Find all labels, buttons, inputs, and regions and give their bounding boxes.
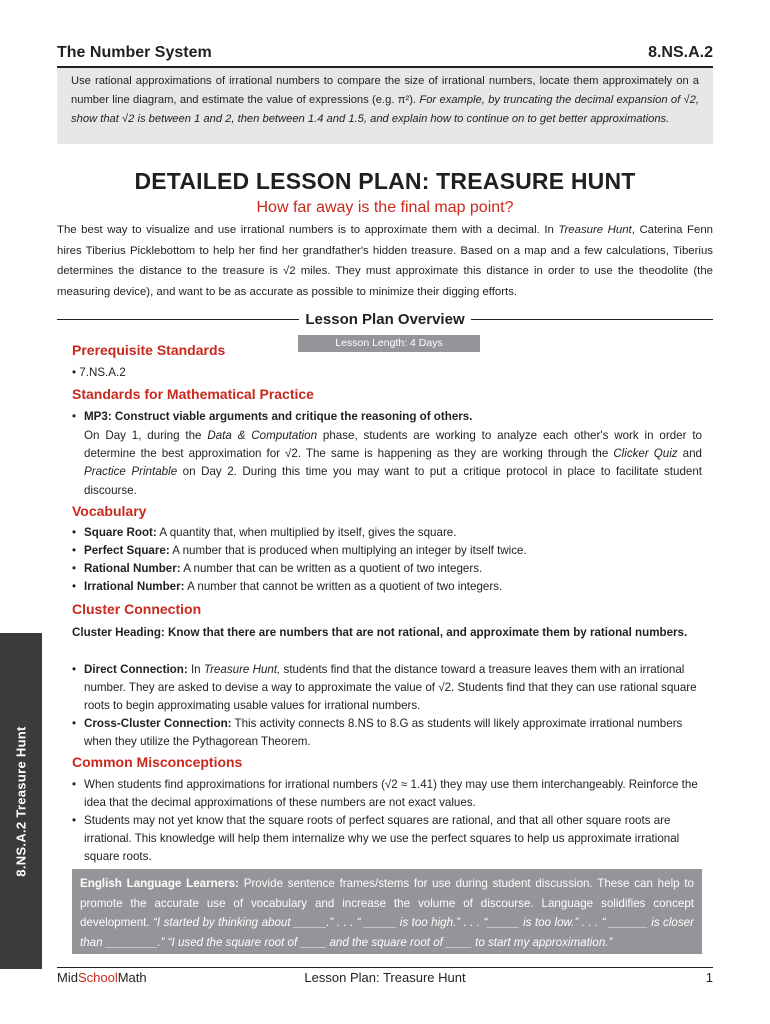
vocab-term: Irrational Number:: [84, 580, 185, 593]
ell-text: Provide sentence frames/stems for use during student discussion. These can help to promote the accurate use of vocabulary and increase the volume of discourse. Language solidifies concept development.: [80, 877, 695, 929]
misconceptions-heading: Common Misconceptions: [72, 754, 243, 770]
direct-connection: [72, 661, 702, 716]
intro-activity-name: Treasure Hunt: [558, 224, 632, 236]
cluster-heading: Cluster Connection: [72, 601, 202, 617]
bullet: •: [72, 778, 77, 791]
vocab-definition: A quantity that, when multiplied by itself, gives the square.: [156, 526, 457, 539]
overview-rule-right: [471, 319, 713, 320]
standard-text: Use rational approximations of irrational numbers to compare the size of irrational numbers, locate them approximately on a number line diagram, and estimate the value of expressions (e.g. π²).: [71, 75, 699, 106]
vocab-item: [72, 542, 702, 560]
overview-heading: [57, 309, 713, 329]
intro-text-1: The best way to visualize and use irrational numbers is to approximate them with a decimal. In: [57, 224, 559, 236]
vocabulary-heading: Vocabulary: [72, 503, 147, 519]
vocab-term: Square Root:: [84, 526, 157, 539]
vocab-term: Rational Number:: [84, 562, 181, 575]
prerequisite-heading: Prerequisite Standards: [72, 342, 226, 358]
practice-clicker: Clicker Quiz: [613, 447, 678, 461]
standard-example: For example, by truncating the decimal expansion of √2, show that √2 is between 1 and 2, then between 1.4 and 1.5, and explain how to continue on to get better approximations.: [71, 94, 699, 125]
practice-printable: Practice Printable: [84, 465, 178, 479]
bullet: •: [72, 410, 77, 423]
cross-cluster-connection: [72, 715, 702, 751]
topic-title: The Number System: [57, 44, 212, 61]
lesson-length-badge: Lesson Length: 4 Days: [298, 335, 480, 352]
bullet: •: [72, 663, 77, 676]
practice-text-3: and: [677, 447, 702, 461]
vocab-item: [72, 524, 702, 542]
practice-phase: Data & Computation: [207, 429, 318, 442]
cluster-heading-text: [72, 624, 702, 642]
ell-callout: [72, 869, 702, 954]
practice-mp3: [72, 408, 702, 426]
logo-math: Math: [117, 970, 147, 985]
bullet: •: [72, 544, 77, 557]
misconception-text: When students find approximations for irrational numbers (√2 ≈ 1.41) they may use them interchangeably. Reinforce the idea that the decimal approximations of these numbers are not exact values.: [84, 778, 698, 810]
vocab-definition: A number that is produced when multiplying an integer by itself twice.: [169, 544, 527, 557]
logo-mid: Mid: [57, 970, 78, 985]
practice-paragraph: [84, 427, 702, 500]
prerequisite-item: • 7.NS.A.2: [72, 366, 126, 379]
side-tab: [0, 633, 42, 969]
misconception-text: Students may not yet know that the square roots of perfect squares are rational, and that all other square roots are irrational. This knowledge will help them internalize why we use the perfect squares to help us approximate irrational square roots.: [84, 814, 680, 864]
header: [57, 44, 713, 62]
bullet: •: [72, 814, 77, 827]
cross-connection-text: This activity connects 8.NS to 8.G as students will likely approximate irrational numbers when they utilize the Pythagorean Theorem.: [84, 717, 683, 749]
bullet: •: [72, 580, 77, 593]
practice-text-4: on Day 2. During this time you may want to put a critique protocol in place to facilitate student discourse.: [84, 465, 703, 497]
side-tab-label: 8.NS.A.2 Treasure Hunt: [13, 725, 29, 877]
practice-text-1: On Day 1, during the: [84, 429, 208, 442]
page-subtitle: How far away is the final map point?: [256, 199, 514, 216]
vocab-item: [72, 578, 702, 596]
misconception-item: [72, 812, 702, 867]
vocab-definition: A number that cannot be written as a quotient of two integers.: [184, 580, 503, 593]
direct-text-1: In: [187, 663, 204, 676]
logo-school: School: [77, 970, 118, 985]
bullet: •: [72, 562, 77, 575]
vocab-item: [72, 560, 702, 578]
standard-description: [57, 68, 713, 144]
misconception-item: [72, 776, 702, 812]
page-title: DETAILED LESSON PLAN: TREASURE HUNT: [134, 168, 636, 194]
overview-rule-left: [57, 319, 299, 320]
cross-connection-label: Cross-Cluster Connection:: [84, 717, 232, 730]
ell-label: English Language Learners:: [80, 877, 239, 890]
vocab-term: Perfect Square:: [84, 544, 170, 557]
standard-code: 8.NS.A.2: [648, 44, 713, 61]
practice-heading: Standards for Mathematical Practice: [72, 386, 314, 402]
direct-text-2: students find that the distance toward a treasure leaves them with an irrational number. They are asked to devise a way to approximate the value of √2. Students find that they can use rational square roots to begin approximating usable values for irrational numbers.: [84, 663, 697, 713]
bullet: •: [72, 526, 77, 539]
mp3-title: MP3: Construct viable arguments and critique the reasoning of others.: [84, 410, 473, 423]
direct-activity: Treasure Hunt,: [203, 663, 281, 676]
direct-connection-label: Direct Connection:: [84, 663, 188, 676]
intro-text-2: , Caterina Fenn hires Tiberius Picklebottom to help her find her grandfather's hidden treasure. Based on a map and a few calculations, Tiberius determines the distance to the treasure is √2 miles. They must approximate this distance in order to use the theodolite (the measuring device), and want to be as accurate as possible to minimize their digging efforts.: [57, 224, 713, 298]
practice-text-2: phase, students are working to analyze each other's work in order to determine the best approximation for √2. The same is happening as they are working through the: [84, 429, 703, 461]
cluster-heading-statement: Cluster Heading: Know that there are numbers that are not rational, and approximate them by rational numbers.: [72, 626, 688, 639]
page-number: 1: [705, 970, 713, 985]
footer-title: Lesson Plan: Treasure Hunt: [304, 970, 466, 985]
ell-sentence-frames: “I started by thinking about _____.” . . . “ _____ is too high.” . . . “_____ is too low.” . . . “ ______ is closer than ________.” “I used the square root of ____ and the square root of ____ to start my approximation.”: [80, 916, 694, 949]
vocab-definition: A number that can be written as a quotient of two integers.: [180, 562, 483, 575]
intro-paragraph: [57, 220, 713, 302]
overview-title: Lesson Plan Overview: [305, 310, 465, 328]
bullet: •: [72, 717, 77, 730]
footer-divider: [57, 967, 713, 968]
